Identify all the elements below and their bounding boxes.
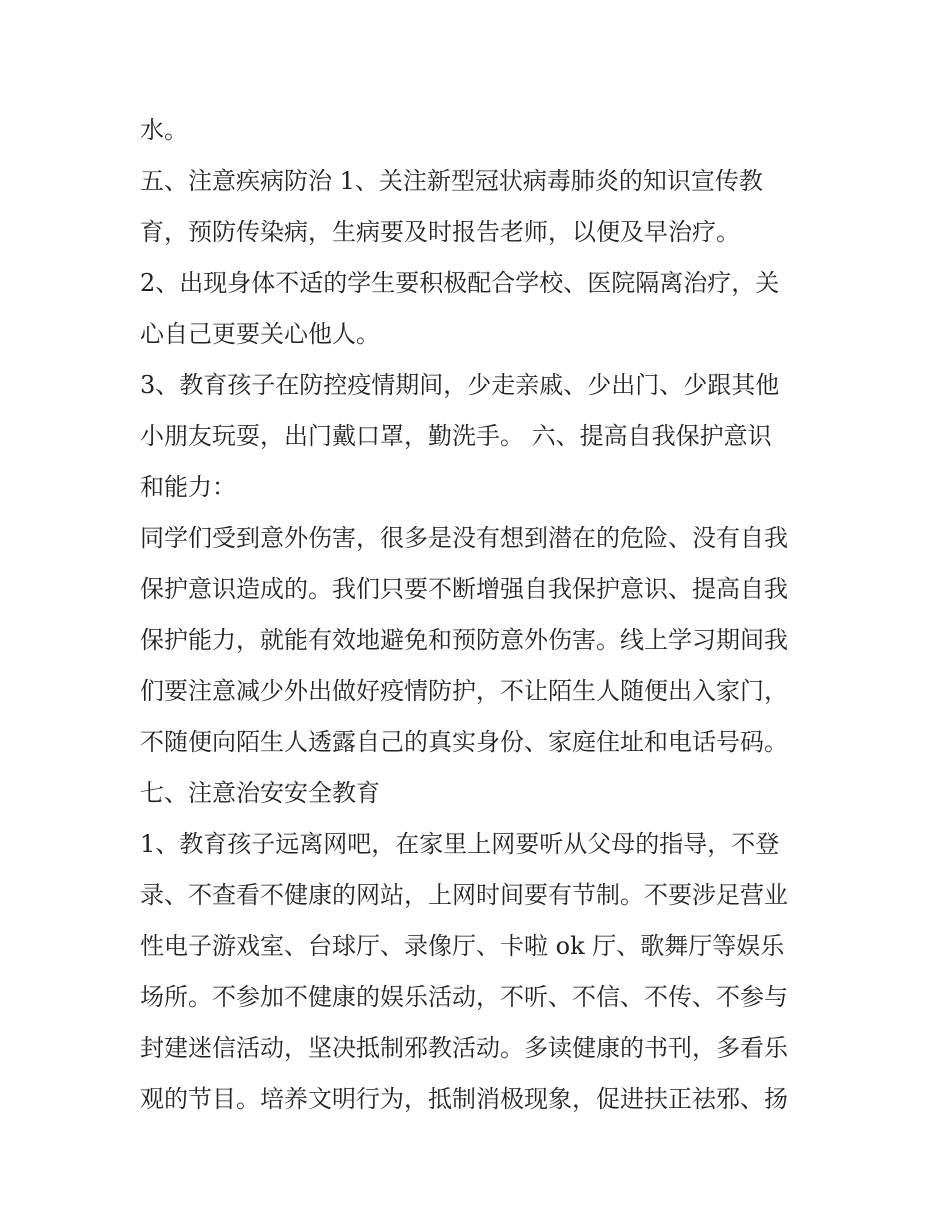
text-line: 五、注意疾病防治 1、关注新型冠状病毒肺炎的知识宣传教 [140,167,763,195]
text-line: 1、教育孩子远离网吧，在家里上网要听从父母的指导，不登 [140,830,780,858]
text-line: 不随便向陌生人透露自己的真实身份、家庭住址和电话号码。 [140,728,788,756]
text-line: 小朋友玩耍，出门戴口罩，勤洗手。 六、提高自我保护意识 [140,422,772,450]
text-line: 育，预防传染病，生病要及时报告老师，以便及早治疗。 [140,218,740,246]
text-line: 心自己更要关心他人。 [140,320,380,348]
text-line: 场所。不参加不健康的娱乐活动，不听、不信、不传、不参与 [140,983,788,1011]
text-line: 封建迷信活动，坚决抵制邪教活动。多读健康的书刊，多看乐 [140,1034,788,1062]
document-body [140,105,820,1125]
text-line: 水。 [140,116,188,144]
text-line: 观的节目。培养文明行为，抵制消极现象，促进扶正祛邪、扬 [140,1085,788,1113]
text-line: 2、出现身体不适的学生要积极配合学校、医院隔离治疗，关 [140,269,780,297]
text-line: 保护意识造成的。我们只要不断增强自我保护意识、提高自我 [140,575,788,603]
text-line: 保护能力，就能有效地避免和预防意外伤害。线上学习期间我 [140,626,788,654]
text-line: 录、不查看不健康的网站，上网时间要有节制。不要涉足营业 [140,881,788,909]
text-line: 同学们受到意外伤害，很多是没有想到潜在的危险、没有自我 [140,524,788,552]
text-line: 和能力： [140,473,236,501]
text-line: 3、教育孩子在防控疫情期间，少走亲戚、少出门、少跟其他 [140,371,780,399]
text-line: 七、注意治安安全教育 [140,779,380,807]
text-line: 们要注意减少外出做好疫情防护，不让陌生人随便出入家门， [140,677,788,705]
text-line: 性电子游戏室、台球厅、录像厅、卡啦 ok 厅、歌舞厅等娱乐 [140,932,785,960]
